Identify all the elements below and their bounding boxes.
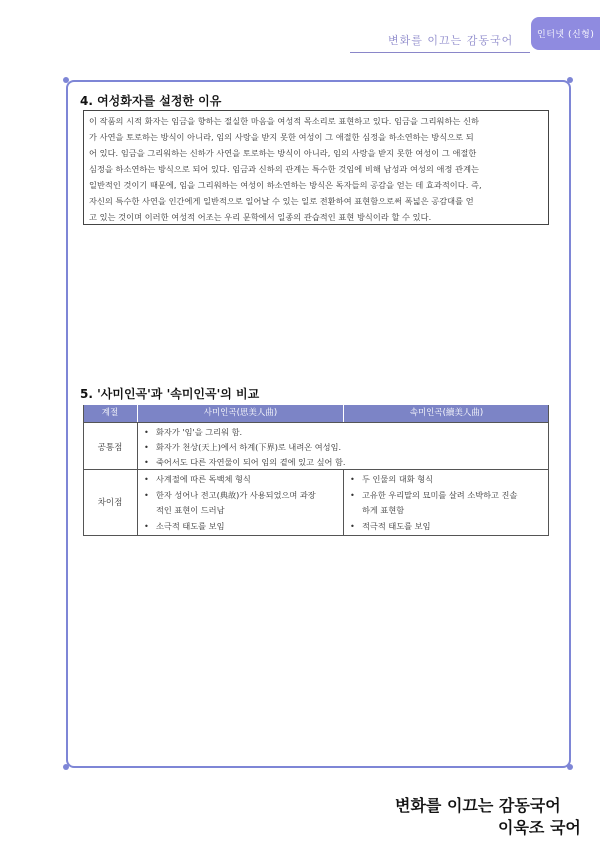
frame-corner-dot	[567, 77, 573, 83]
common-item: 화자가 '임'을 그리워 함.	[156, 427, 243, 437]
paragraph-line: 심정을 하소연하는 방식으로 되어 있다. 임금과 신하의 관계는 특수한 것임에 비해 남성과 여성의 애정 관계는	[89, 164, 479, 174]
table-header-samiingok: 사미인곡(思美人曲)	[138, 405, 343, 422]
paragraph-line: 일반적인 것이기 때문에, 임을 그리워하는 여성이 하소연하는 방식은 독자들의 공감을 얻는 데 효과적이다. 즉,	[89, 180, 482, 190]
table-rule	[343, 470, 344, 536]
table-rule	[83, 405, 84, 536]
section-4-title: 4. 여성화자를 설정한 이유	[80, 94, 222, 108]
diff-left-item: 적인 표현이 드러남	[156, 505, 225, 515]
common-item-bullet: •	[144, 457, 149, 467]
diff-right-bullet: •	[350, 521, 355, 531]
paragraph-line: 가 사연을 토로하는 방식이 아니라, 임의 사랑을 받지 못한 여성이 그 애절한 심정을 하소연하는 방식으로 되	[89, 132, 474, 142]
header-tab	[531, 17, 600, 50]
diff-left-item: 한자 성어나 전고(典故)가 사용되었으며 과장	[156, 490, 316, 500]
common-item-bullet: •	[144, 442, 149, 452]
paragraph-line: 고 있는 것이며 이러한 여성적 어조는 우리 문학에서 일종의 관습적인 표현 방식이라 할 수 있다.	[89, 212, 432, 222]
diff-right-bullet: •	[350, 490, 355, 500]
common-item: 화자가 천상(天上)에서 하계(下界)로 내려온 여성임.	[156, 442, 342, 452]
diff-left-bullet: •	[144, 490, 149, 500]
table-rule	[548, 405, 549, 536]
header-slogan: 변화를 이끄는 감동국어	[388, 34, 514, 47]
frame-corner-dot	[567, 764, 573, 770]
diff-right-item: 적극적 태도를 보임	[362, 521, 431, 531]
common-item-bullet: •	[144, 427, 149, 437]
diff-left-bullet: •	[144, 521, 149, 531]
table-rule	[83, 535, 549, 536]
row-label-common: 공통점	[97, 443, 123, 453]
footer-slogan: 변화를 이끄는 감동국어	[395, 796, 561, 815]
diff-right-item: 두 인물의 대화 형식	[362, 474, 434, 484]
diff-right-item: 고유한 우리말의 묘미를 살려 소박하고 진솔	[362, 490, 518, 500]
table-rule	[137, 422, 138, 536]
paragraph-line: 자신의 특수한 사연을 인간에게 일반적으로 일어날 수 있는 일로 전환하여 표현함으로써 폭넓은 공감대를 얻	[89, 196, 474, 206]
footer-brand: 이욱조 국어	[498, 818, 581, 837]
common-item: 죽어서도 다른 자연물이 되어 임의 곁에 있고 싶어 함.	[156, 457, 346, 467]
section-5-title: 5. '사미인곡'과 '속미인곡'의 비교	[80, 387, 260, 401]
header-underline	[350, 52, 530, 53]
diff-right-item: 하게 표현함	[362, 505, 405, 515]
table-rule	[83, 422, 549, 423]
paragraph-line: 어 있다. 임금을 그리워하는 신하가 사연을 토로하는 방식이 아니라, 임의 사랑을 받지 못한 여성이 그 애절한	[89, 148, 477, 158]
table-header-sokmiingok: 속미인곡(續美人曲)	[344, 405, 549, 422]
paragraph-line: 이 작품의 시적 화자는 임금을 향하는 절실한 마음을 여성적 목소리로 표현하고 있다. 임금을 그리워하는 신하	[89, 116, 479, 126]
diff-left-item: 사계절에 따른 독백체 형식	[156, 474, 251, 484]
diff-right-bullet: •	[350, 474, 355, 484]
header-tab-label: 인터넷 (신형)	[537, 30, 595, 40]
frame-corner-dot	[63, 77, 69, 83]
diff-left-bullet: •	[144, 474, 149, 484]
table-rule	[83, 469, 549, 470]
row-label-difference: 차이점	[97, 498, 123, 508]
frame-corner-dot	[63, 764, 69, 770]
diff-left-item: 소극적 태도를 보임	[156, 521, 225, 531]
table-header-season: 계절	[83, 405, 137, 422]
